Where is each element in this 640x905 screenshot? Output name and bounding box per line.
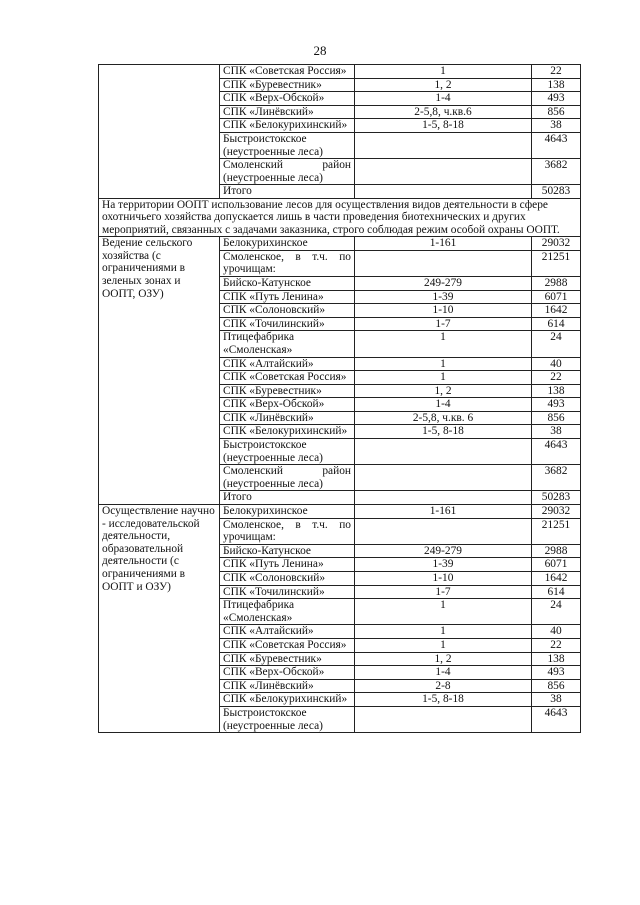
quarters-cell: 1-39 (355, 558, 532, 572)
quarters-cell: 1-5, 8-18 (355, 119, 532, 133)
forest-name-cell: Быстроистокское (неустроенные леса) (220, 439, 355, 465)
area-cell: 138 (532, 78, 581, 92)
forest-name-cell: Смоленское, в т.ч. по урочищам: (220, 518, 355, 544)
forest-name-cell: СПК «Белокурихинский» (220, 119, 355, 133)
quarters-cell: 249-279 (355, 544, 532, 558)
area-cell: 4643 (532, 706, 581, 732)
forest-name-cell: Смоленский район (неустроенные леса) (220, 159, 355, 185)
quarters-cell: 1-10 (355, 304, 532, 318)
forest-name-cell: СПК «Линёвский» (220, 105, 355, 119)
quarters-cell (355, 250, 532, 276)
forest-name-cell: СПК «Точилинский» (220, 585, 355, 599)
area-cell: 1642 (532, 572, 581, 586)
forest-name-cell: СПК «Путь Ленина» (220, 290, 355, 304)
quarters-cell: 1 (355, 357, 532, 371)
quarters-cell: 1 (355, 371, 532, 385)
quarters-cell: 1 (355, 65, 532, 79)
forest-name-cell: СПК «Советская Россия» (220, 638, 355, 652)
forest-name-cell: Птицефабрика «Смоленская» (220, 331, 355, 357)
quarters-cell: 1-7 (355, 585, 532, 599)
area-cell: 493 (532, 666, 581, 680)
quarters-cell: 1, 2 (355, 78, 532, 92)
area-cell: 29032 (532, 505, 581, 519)
quarters-cell (355, 465, 532, 491)
forest-name-cell: СПК «Алтайский» (220, 625, 355, 639)
quarters-cell (355, 185, 532, 199)
area-cell: 24 (532, 599, 581, 625)
quarters-cell: 2-5,8, ч.кв. 6 (355, 411, 532, 425)
forest-name-cell: Белокурихинское (220, 237, 355, 251)
area-cell: 40 (532, 625, 581, 639)
forest-name-cell: Смоленское, в т.ч. по урочищам: (220, 250, 355, 276)
quarters-cell: 1-4 (355, 92, 532, 106)
area-cell: 2988 (532, 276, 581, 290)
area-cell: 138 (532, 652, 581, 666)
forest-name-cell: Быстроистокское (неустроенные леса) (220, 706, 355, 732)
area-cell: 22 (532, 371, 581, 385)
forest-name-cell: СПК «Солоновский» (220, 304, 355, 318)
quarters-cell: 1 (355, 638, 532, 652)
note-row (99, 198, 581, 236)
quarters-cell: 1, 2 (355, 652, 532, 666)
forest-name-cell: СПК «Солоновский» (220, 572, 355, 586)
area-cell: 21251 (532, 250, 581, 276)
forest-name-cell: СПК «Точилинский» (220, 317, 355, 331)
forest-name-cell: СПК «Белокурихинский» (220, 693, 355, 707)
forest-name-cell: Птицефабрика «Смоленская» (220, 599, 355, 625)
quarters-cell: 1 (355, 625, 532, 639)
area-cell: 4643 (532, 439, 581, 465)
area-cell: 1642 (532, 304, 581, 318)
quarters-cell (355, 439, 532, 465)
page-number: 28 (313, 43, 327, 58)
quarters-cell: 1-5, 8-18 (355, 425, 532, 439)
forest-name-cell: Смоленский район (неустроенные леса) (220, 465, 355, 491)
forest-name-cell: Белокурихинское (220, 505, 355, 519)
table-row (99, 65, 581, 79)
quarters-cell (355, 491, 532, 505)
quarters-cell: 1-161 (355, 237, 532, 251)
quarters-cell: 1-4 (355, 398, 532, 412)
area-cell: 38 (532, 119, 581, 133)
area-cell: 6071 (532, 290, 581, 304)
forest-name-cell: СПК «Буревестник» (220, 384, 355, 398)
area-cell: 22 (532, 638, 581, 652)
quarters-cell: 1-5, 8-18 (355, 693, 532, 707)
area-cell: 138 (532, 384, 581, 398)
area-cell: 856 (532, 679, 581, 693)
area-cell: 50283 (532, 491, 581, 505)
forest-name-cell: СПК «Буревестник» (220, 78, 355, 92)
forest-name-cell: СПК «Верх-Обской» (220, 398, 355, 412)
area-cell: 3682 (532, 159, 581, 185)
area-cell: 493 (532, 398, 581, 412)
area-cell: 21251 (532, 518, 581, 544)
quarters-cell: 1-10 (355, 572, 532, 586)
quarters-cell (355, 132, 532, 158)
quarters-cell: 2-5,8, ч.кв.6 (355, 105, 532, 119)
quarters-cell: 1-4 (355, 666, 532, 680)
quarters-cell: 1-39 (355, 290, 532, 304)
activity-cell-continued (99, 65, 220, 199)
area-cell: 29032 (532, 237, 581, 251)
forest-name-cell: Бийско-Катунское (220, 276, 355, 290)
quarters-cell: 249-279 (355, 276, 532, 290)
forest-name-cell: СПК «Линёвский» (220, 679, 355, 693)
forest-name-cell: СПК «Буревестник» (220, 652, 355, 666)
area-cell: 24 (532, 331, 581, 357)
area-cell: 40 (532, 357, 581, 371)
table-row (99, 237, 581, 251)
forest-name-cell: СПК «Верх-Обской» (220, 92, 355, 106)
area-cell: 2988 (532, 544, 581, 558)
activity-type-cell: Осуществление научно - исследовательской деятельности, образовательной деятельности (с ограничениями в ООПТ и ОЗУ) (99, 505, 220, 733)
forest-name-cell: Бийско-Катунское (220, 544, 355, 558)
forest-name-cell: Итого (220, 491, 355, 505)
area-cell: 856 (532, 411, 581, 425)
forest-name-cell: СПК «Белокурихинский» (220, 425, 355, 439)
quarters-cell: 1-161 (355, 505, 532, 519)
forest-name-cell: СПК «Советская Россия» (220, 65, 355, 79)
forest-name-cell: СПК «Верх-Обской» (220, 666, 355, 680)
area-cell: 38 (532, 693, 581, 707)
area-cell: 50283 (532, 185, 581, 199)
quarters-cell: 1-7 (355, 317, 532, 331)
activity-type-cell: Ведение сельского хозяйства (с ограничениями в зеленых зонах и ООПТ, ОЗУ) (99, 237, 220, 505)
forest-name-cell: СПК «Путь Ленина» (220, 558, 355, 572)
quarters-cell (355, 518, 532, 544)
quarters-cell: 1 (355, 331, 532, 357)
quarters-cell: 2-8 (355, 679, 532, 693)
forest-name-cell: Итого (220, 185, 355, 199)
area-cell: 493 (532, 92, 581, 106)
area-cell: 6071 (532, 558, 581, 572)
forest-name-cell: СПК «Советская Россия» (220, 371, 355, 385)
quarters-cell (355, 706, 532, 732)
quarters-cell: 1, 2 (355, 384, 532, 398)
area-cell: 38 (532, 425, 581, 439)
note-text: На территории ООПТ использование лесов для осуществления видов деятельности в сфере охотничьего хозяйства допускается лишь в части проведения биотехнических и других мероприятий, связанных с задачами заказника, строго соблюдая режим особой охраны ООПТ. (99, 198, 581, 236)
area-cell: 3682 (532, 465, 581, 491)
forest-name-cell: СПК «Алтайский» (220, 357, 355, 371)
table-row (99, 505, 581, 519)
area-cell: 856 (532, 105, 581, 119)
forest-name-cell: СПК «Линёвский» (220, 411, 355, 425)
forest-use-table (98, 64, 581, 733)
area-cell: 614 (532, 585, 581, 599)
quarters-cell: 1 (355, 599, 532, 625)
area-cell: 22 (532, 65, 581, 79)
area-cell: 614 (532, 317, 581, 331)
area-cell: 4643 (532, 132, 581, 158)
forest-name-cell: Быстроистокское (неустроенные леса) (220, 132, 355, 158)
quarters-cell (355, 159, 532, 185)
